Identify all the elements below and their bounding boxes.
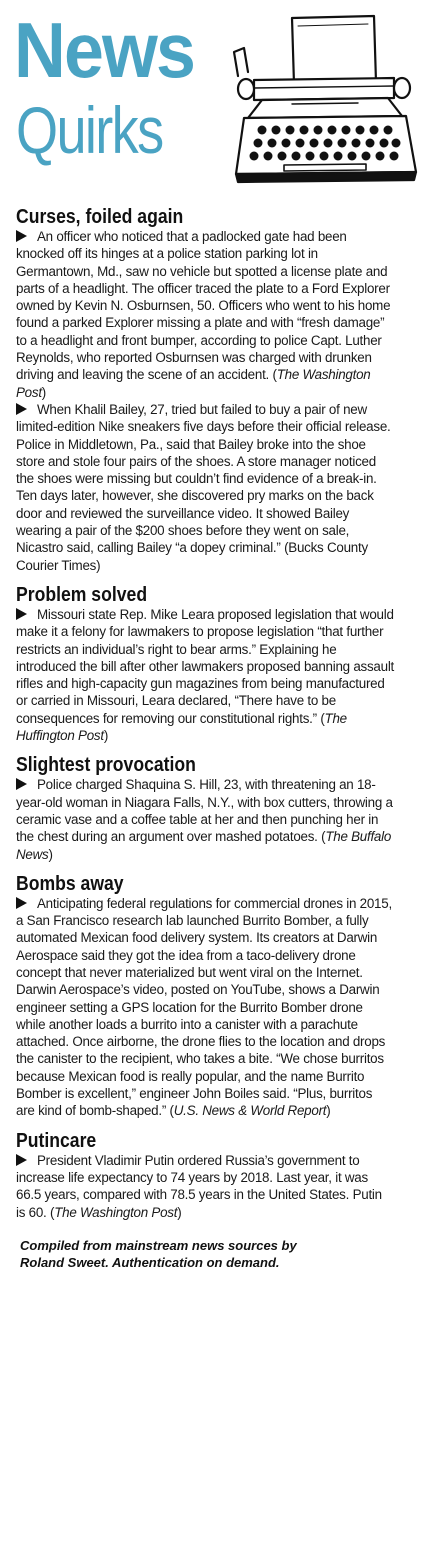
section-bombs-away xyxy=(16,873,394,1120)
section-title: Problem solved xyxy=(16,583,148,606)
item-close: ) xyxy=(103,728,109,744)
masthead-title-quirks: Quirks xyxy=(16,93,163,167)
section-title: Curses, foiled again xyxy=(16,206,184,228)
news-item xyxy=(16,401,394,574)
bullet-arrow-icon xyxy=(16,778,27,790)
credit-line-2: Roland Sweet. Authentication on demand. xyxy=(20,1254,280,1270)
item-source: The Buffalo News xyxy=(16,829,392,862)
news-item xyxy=(16,895,394,1120)
credit-line-1: Compiled from mainstream news sources by xyxy=(20,1237,297,1253)
bullet-arrow-icon xyxy=(16,230,27,242)
bullet-arrow-icon xyxy=(16,403,27,415)
item-source: The Washington Post xyxy=(54,1204,178,1220)
item-text: Police charged Shaquina S. Hill, 23, with threatening an 18-year-old woman in Niagara Falls, N.Y., with box cutters, throwing a ceramic vase and a coffee table at her and then punching her in the chest during an argument over mashed potatoes. ( xyxy=(16,777,393,845)
item-close: ) xyxy=(326,1103,331,1119)
masthead-title-news: News xyxy=(14,6,195,94)
section-title: Putincare xyxy=(16,1129,97,1152)
news-item xyxy=(16,1152,394,1221)
bullet-arrow-icon xyxy=(16,897,27,909)
news-column xyxy=(16,206,394,1271)
item-source: The Washington Post xyxy=(16,367,371,400)
news-item xyxy=(16,228,394,401)
item-text: Anticipating federal regulations for commercial drones in 2015, a San Francisco research lab launched Burrito Bomber, a fully automated Mexican food delivery system. Its creators at Darwin Aerospace said they got the idea from a taco-delivery drone concept that never materialized but went viral on the Internet. Darwin Aerospace’s video, posted on YouTube, shows a Darwin engineer setting a GPS location for the Burrito Bomber drone while another loads a burrito into a canister with a parachute attached. Once airborne, the drone flies to the location and drops the canister to the recipient, who takes a bite. “We chose burritos because Mexican food is really popular, and the name Burrito Bomber is excellent,” engineer John Boiles said. “Plus, burritos are kind of bomb-shaped.” ( xyxy=(16,895,392,1119)
section-putincare xyxy=(16,1130,394,1221)
masthead xyxy=(0,0,427,190)
section-slightest-provocation xyxy=(16,754,394,862)
item-text: Missouri state Rep. Mike Leara proposed legislation that would make it a felony for lawmakers to propose legislation “that further restricts an individual’s right to bear arms.” Explaining he introduced the bill after other lawmakers proposed banning assault rifles and high-capacity gun magazines from being manufactured or carried in Missouri, Leara declared, “There have to be consequences for removing our constitutional rights.” ( xyxy=(16,606,395,726)
item-source: The Huffington Post xyxy=(16,710,347,744)
item-close: ) xyxy=(177,1204,182,1220)
item-close: ) xyxy=(48,846,53,862)
item-close: ) xyxy=(41,384,47,400)
news-item xyxy=(16,776,394,862)
section-title: Bombs away xyxy=(16,872,124,895)
item-text: When Khalil Bailey, 27, tried but failed to buy a pair of new limited-edition Nike sneakers five days before their official release. Police in Middletown, Pa., said that Bailey broke into the shoe store and stole four pairs of the shoes. A store manager noticed the shoes were missing but couldn’t find evidence of a break-in. Ten days later, however, she discovered pry marks on the back door and reviewed the surveillance video. It showed Bailey wearing a pair of the $200 shoes before they went on sale, Nicastro said, calling Bailey “a dopey criminal.” (Bucks County Courier Times) xyxy=(16,401,391,573)
item-source: U.S. News & World Report xyxy=(173,1103,327,1119)
item-text: President Vladimir Putin ordered Russia’s government to increase life expectancy to 74 years by 2018. Last year, it was 66.5 years, compared with 78.5 years in the United States. Putin is 60. ( xyxy=(16,1152,382,1220)
section-title: Slightest provocation xyxy=(16,754,196,777)
compiled-by-credit xyxy=(16,1237,394,1271)
typewriter-icon xyxy=(232,12,418,184)
bullet-arrow-icon xyxy=(16,608,27,620)
section-problem-solved xyxy=(16,584,394,744)
item-text: An officer who noticed that a padlocked gate had been knocked off its hinges at a police station parking lot in Germantown, Md., saw no vehicle but spotted a license plate and parts of a headlight. The officer traced the plate to a Ford Explorer owned by Kevin N. Osburnsen, 50. Officers who went to his home found a parked Explorer missing a plate and with “fresh damage” to a headlight and front bumper, according to police Capt. Luther Reynolds, who reported Osburnsen was charged with drunken driving and leaving the scene of an accident. ( xyxy=(16,229,391,383)
news-item xyxy=(16,606,394,744)
bullet-arrow-icon xyxy=(16,1154,27,1166)
section-curses-foiled-again xyxy=(16,206,394,574)
